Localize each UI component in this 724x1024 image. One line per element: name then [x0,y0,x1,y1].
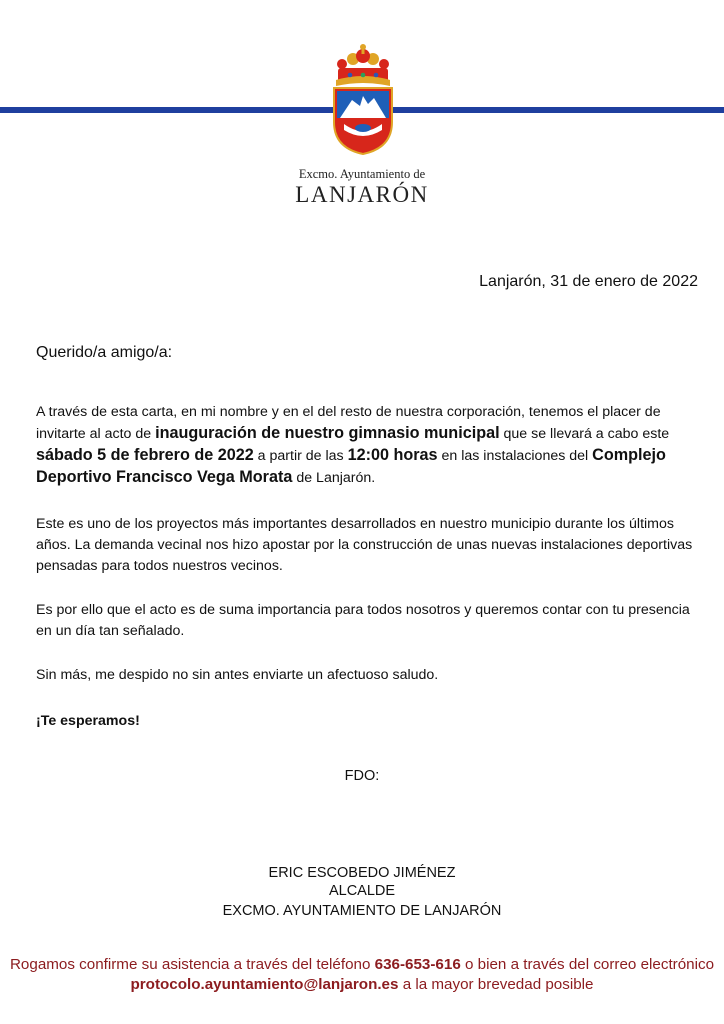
signer-name: ERIC ESCOBEDO JIMÉNEZ [268,865,456,881]
text-run: en las instalaciones del [437,448,593,464]
shield-icon [334,88,392,154]
footer-text: Rogamos confirme su asistencia a través del teléfono [9,956,375,973]
footer-text: a la mayor brevedad posible [398,976,594,993]
text-run: que se llevará a cabo este [499,426,670,442]
rsvp-footer [0,955,724,995]
signer-role: ALCALDE [328,883,396,899]
emphasis-event: inauguración de nuestro gimnasio municipal [155,424,500,442]
text-run: de Lanjarón. [292,470,376,486]
signer-organization: EXCMO. AYUNTAMIENTO DE LANJARÓN [222,903,502,919]
emphasis-venue: Complejo Deportivo Francisco Vega Morata [36,446,666,486]
signature-label: FDO: [344,768,380,784]
crown-icon [336,44,390,86]
text-run: a partir de las [253,448,348,464]
text-run: A través de esta carta, en mi nombre y en el del resto de nuestra corporación, tenemos el placer de invitarte al acto de [36,404,661,442]
emphasis-date: sábado 5 de febrero de 2022 [36,446,254,464]
rsvp-phone: 636-653-616 [374,956,461,973]
paragraph-importance: Es por ello que el acto es de suma importancia para todos nosotros y queremos contar con tu presencia en un día tan señalado. [36,602,690,639]
letter-date: Lanjarón, 31 de enero de 2022 [479,273,698,290]
org-prefix: Excmo. Ayuntamiento de [298,167,426,181]
footer-text: o bien a través del correo electrónico [460,956,715,973]
coat-of-arms-icon [330,44,396,156]
greeting: Querido/a amigo/a: [36,344,173,361]
rsvp-email-link[interactable]: protocolo.ayuntamiento@lanjaron.es [130,976,399,993]
paragraph-farewell: Sin más, me despido no sin antes enviarte un afectuoso saludo. [36,667,439,683]
org-name: LANJARÓN [295,182,429,207]
paragraph-invitation [36,402,702,489]
closing-exclamation: ¡Te esperamos! [36,713,140,729]
paragraph-project: Este es uno de los proyectos más importantes desarrollados en nuestro municipio durante los últimos años. La demanda vecinal nos hizo apostar por la construcción de unas nuevas instalaciones deportivas pensadas para todos nuestros vecinos. [36,516,693,574]
emphasis-time: 12:00 horas [347,446,438,464]
